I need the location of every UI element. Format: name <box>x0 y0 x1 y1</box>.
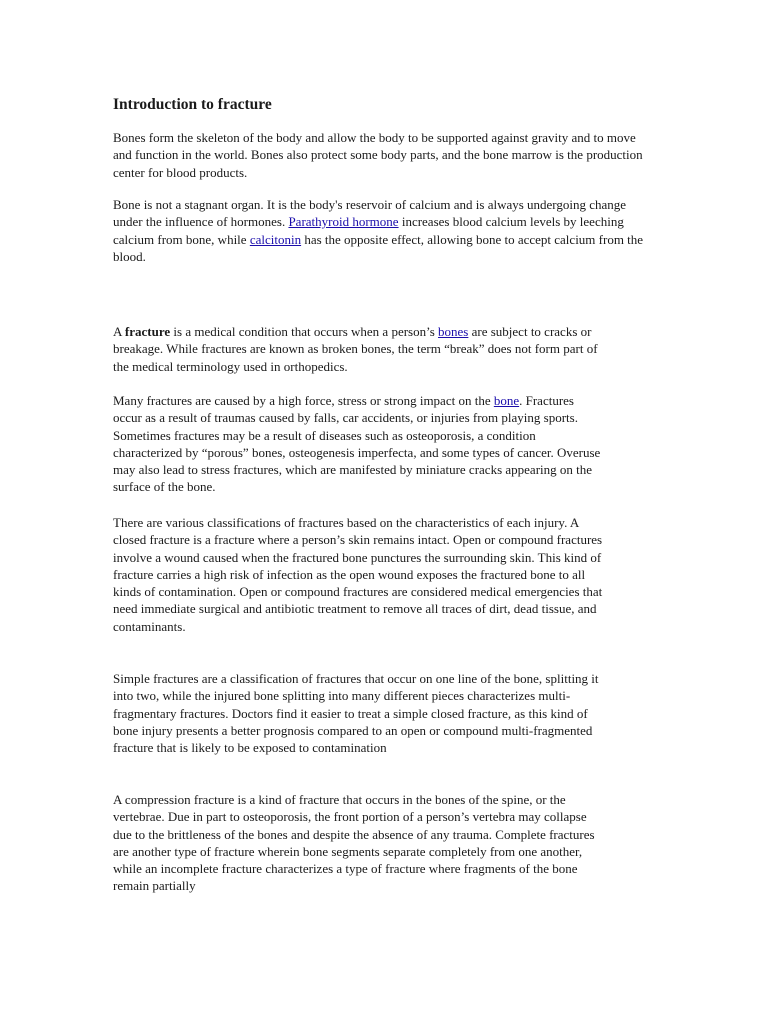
paragraph-simple-fractures: Simple fractures are a classification of fractures that occur on one line of the bone, splitting it into two, while the injured bone splitting into many different pieces characterizes multi-fragmentary fractures. Doctors find it easier to treat a simple closed fracture, as this kind of bone injury presents a better prognosis compared to an open or compound multi-fragmented fracture that is likely to be exposed to contamination <box>113 671 599 756</box>
document-title: Introduction to fracture <box>113 96 272 113</box>
paragraph-compression-fracture: A compression fracture is a kind of fracture that occurs in the bones of the spine, or the vertebrae. Due in part to osteoporosis, the front portion of a person’s vertebra may collapse due to the brittleness of the bones and despite the absence of any trauma. Complete fractures are another type of fracture wherein bone segments separate completely from one another, while an incomplete fracture characterizes a type of fracture where fragments of the bone remain partially <box>113 792 595 894</box>
paragraph-bones-intro: Bones form the skeleton of the body and allow the body to be supported against gravity and to move and function in the world. Bones also protect some body parts, and the bone marrow is the production center for blood products. <box>113 130 643 180</box>
paragraph-bone-calcium <box>113 196 653 265</box>
bones-link[interactable]: bones <box>438 324 469 339</box>
document-page <box>113 94 653 894</box>
paragraph-fracture-causes <box>113 392 603 496</box>
paragraph-fracture-definition <box>113 323 603 375</box>
paragraph-text: A <box>113 324 125 339</box>
paragraph-text: are subject to cracks or breakage. While fractures are known as broken bones, the term “break” does not form part of the medical terminology used in orthopedics. <box>113 324 598 374</box>
parathyroid-hormone-link[interactable]: Parathyroid hormone <box>288 214 399 230</box>
calcitonin-link[interactable]: calcitonin <box>249 231 302 247</box>
bone-link[interactable]: bone <box>493 393 520 408</box>
paragraph-text: Many fractures are caused by a high force, stress or strong impact on the <box>113 393 494 408</box>
paragraph-text: has the opposite effect, allowing bone to accept calcium from the blood. <box>113 231 644 264</box>
fracture-term: fracture <box>124 324 171 339</box>
paragraph-text: increases blood calcium levels by leeching calcium from bone, while <box>113 214 624 247</box>
paragraph-text: is a medical condition that occurs when a person’s <box>170 324 439 339</box>
paragraph-text: . Fractures occur as a result of traumas caused by falls, car accidents, or injuries from playing sports. Sometimes fractures may be a result of diseases such as osteoporosis, a condition characterized by “porous” bones, osteogenesis imperfecta, and some types of cancer. Overuse may also lead to stress fractures, which are manifested by miniature cracks appearing on the surface of the bone. <box>113 393 601 495</box>
paragraph-text: Bone is not a stagnant organ. It is the body's reservoir of calcium and is always undergoing change under the influence of hormones. <box>113 197 627 230</box>
paragraph-fracture-classifications: There are various classifications of fractures based on the characteristics of each injury. A closed fracture is a fracture where a person’s skin remains intact. Open or compound fractures involve a wound caused when the fractured bone punctures the surrounding skin. This kind of fracture carries a high risk of infection as the open wound exposes the fractured bone to all kinds of contamination. Open or compound fractures are considered medical emergencies that need immediate surgical and antibiotic treatment to remove all traces of dirt, dead tissue, and contaminants. <box>113 515 603 634</box>
